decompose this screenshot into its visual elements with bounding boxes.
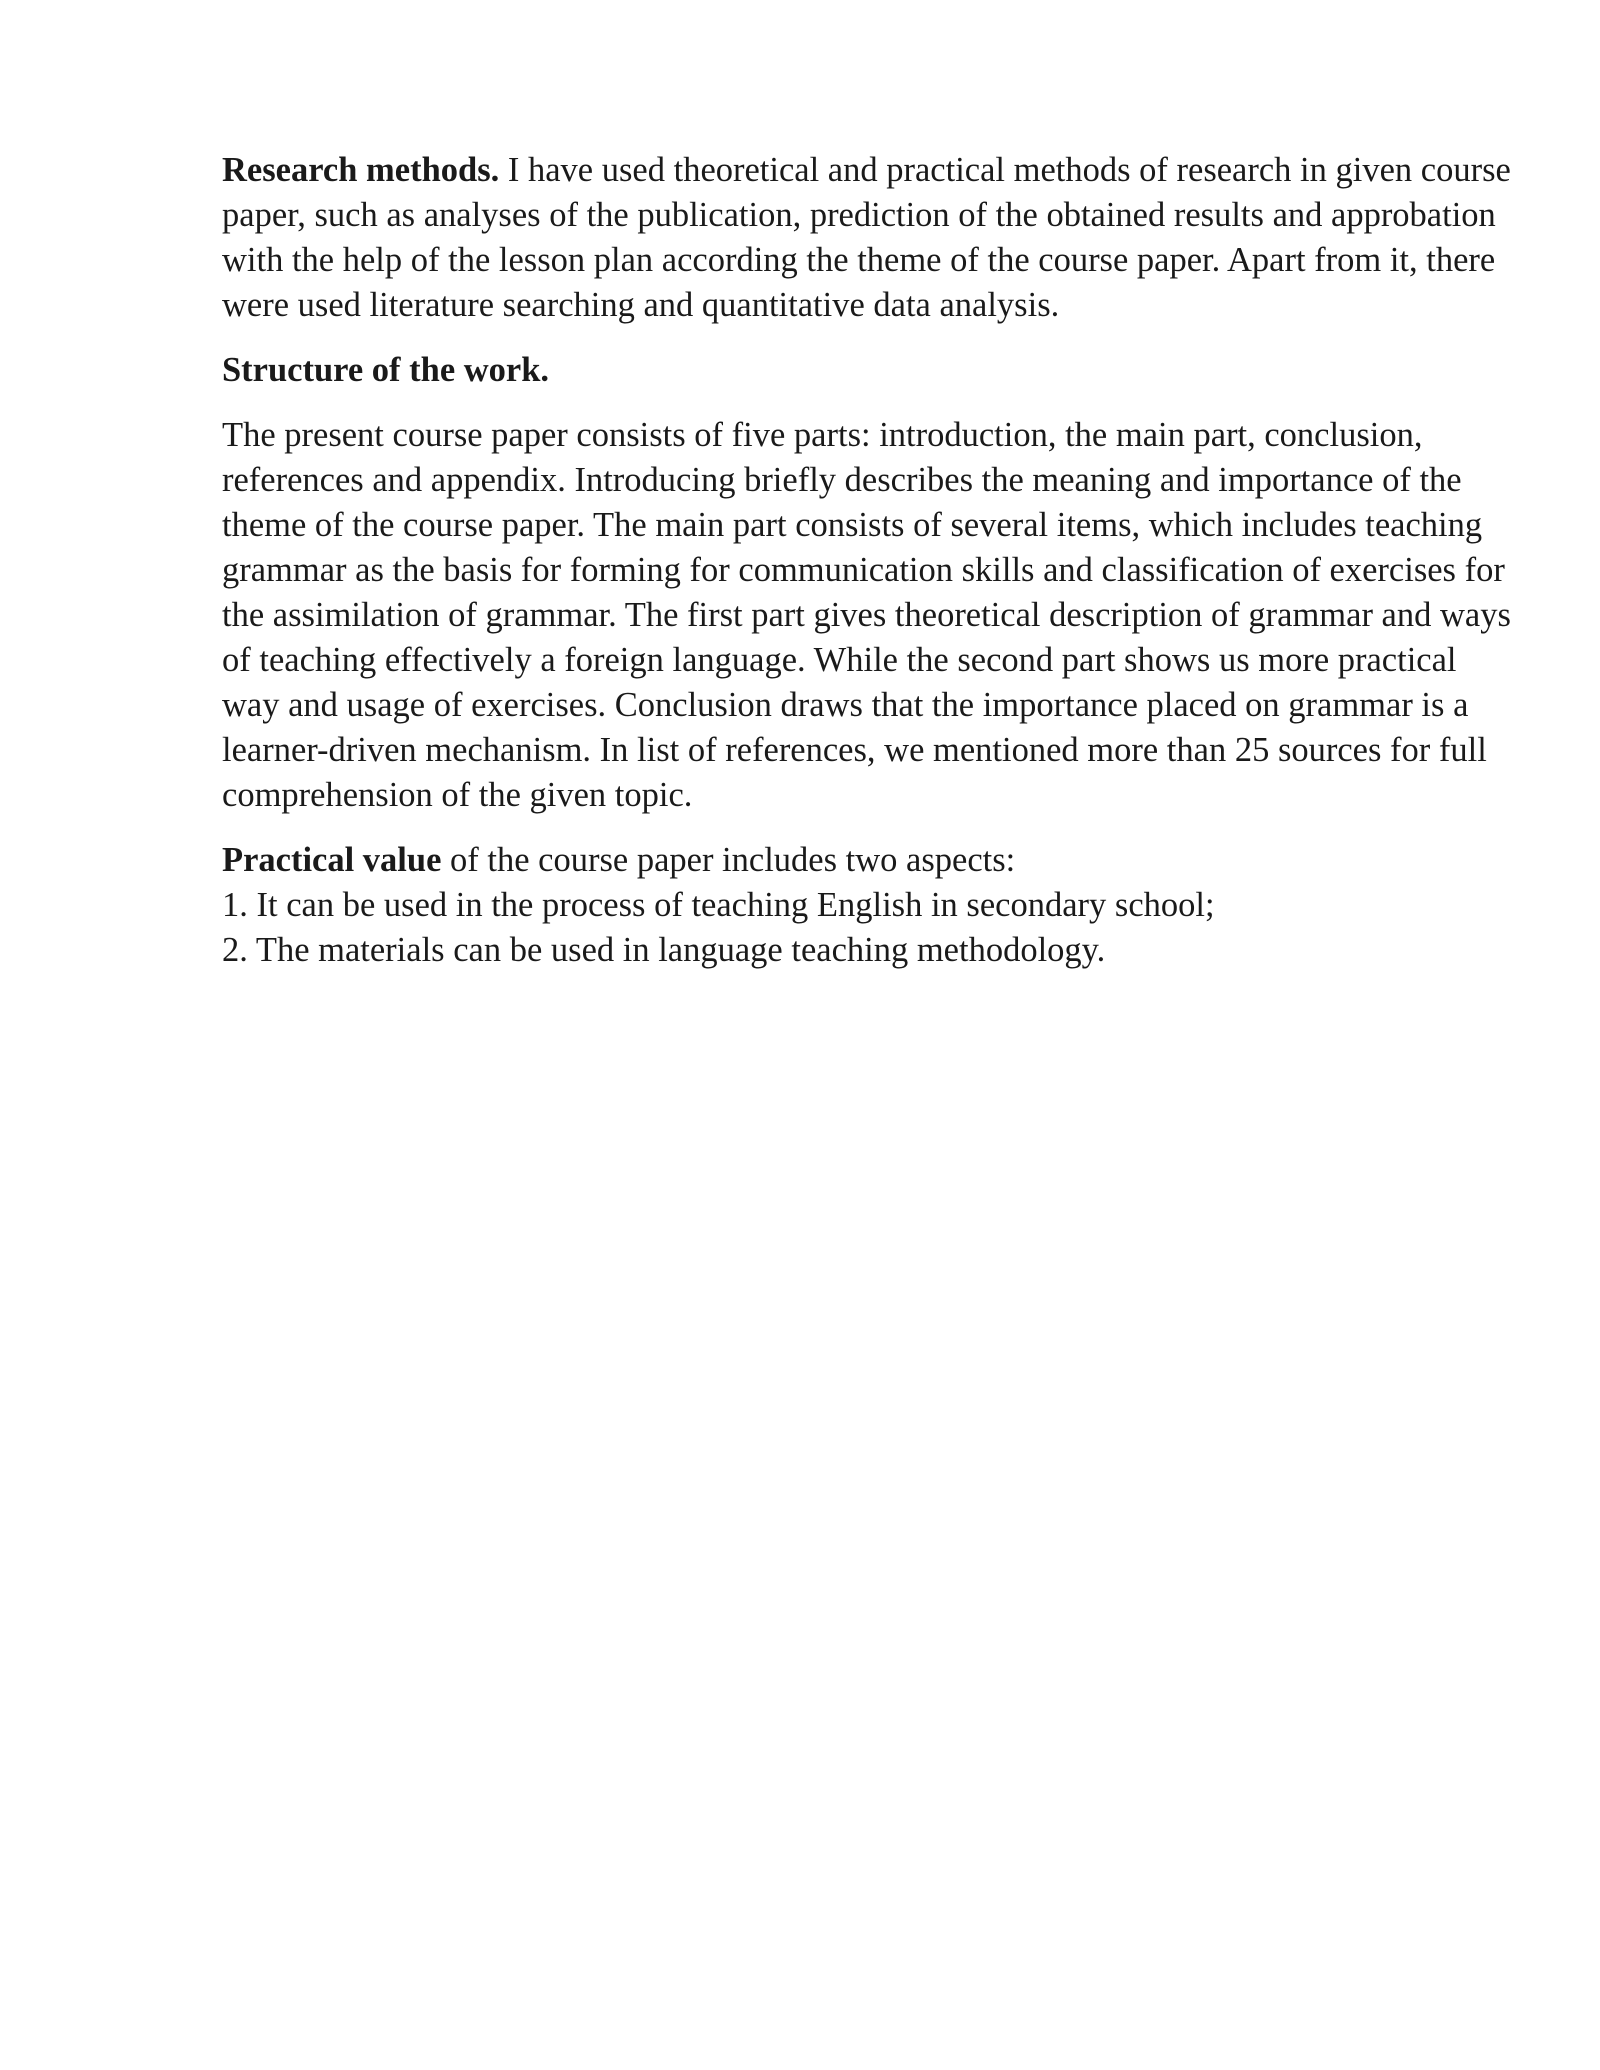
document-body (222, 148, 1522, 973)
structure-heading-text: Structure of the work. (222, 351, 550, 389)
research-methods-paragraph (222, 148, 1522, 328)
structure-heading (222, 348, 1522, 393)
list-item: 2. The materials can be used in language teaching methodology. (222, 931, 1106, 969)
structure-paragraph: The present course paper consists of five parts: introduction, the main part, conclusion, references and appendix. Introducing briefly describes the meaning and importance of the theme of the course paper. The main part consists of several items, which includes teaching grammar as the basis for forming for communication skills and classification of exercises for the assimilation of grammar. The first part gives theoretical description of grammar and ways of teaching effectively a foreign language. While the second part shows us more practical way and usage of exercises. Conclusion draws that the importance placed on grammar is a learner-driven mechanism. In list of references, we mentioned more than 25 sources for full comprehension of the given topic. (222, 416, 1511, 814)
practical-value-text: of the course paper includes two aspects: (441, 841, 1016, 879)
practical-value-heading: Practical value (222, 841, 442, 879)
practical-value-intro (222, 838, 1522, 883)
research-methods-text: I have used theoretical and practical methods of research in given course paper, such as analyses of the publication, prediction of the obtained results and approbation with the help of the lesson plan according the theme of the course paper. Apart from it, there were used literature searching and quantitative data analysis. (222, 151, 1511, 324)
research-methods-heading: Research methods. (222, 151, 500, 189)
practical-value-section (222, 838, 1522, 973)
list-item: 1. It can be used in the process of teaching English in secondary school; (222, 886, 1215, 924)
